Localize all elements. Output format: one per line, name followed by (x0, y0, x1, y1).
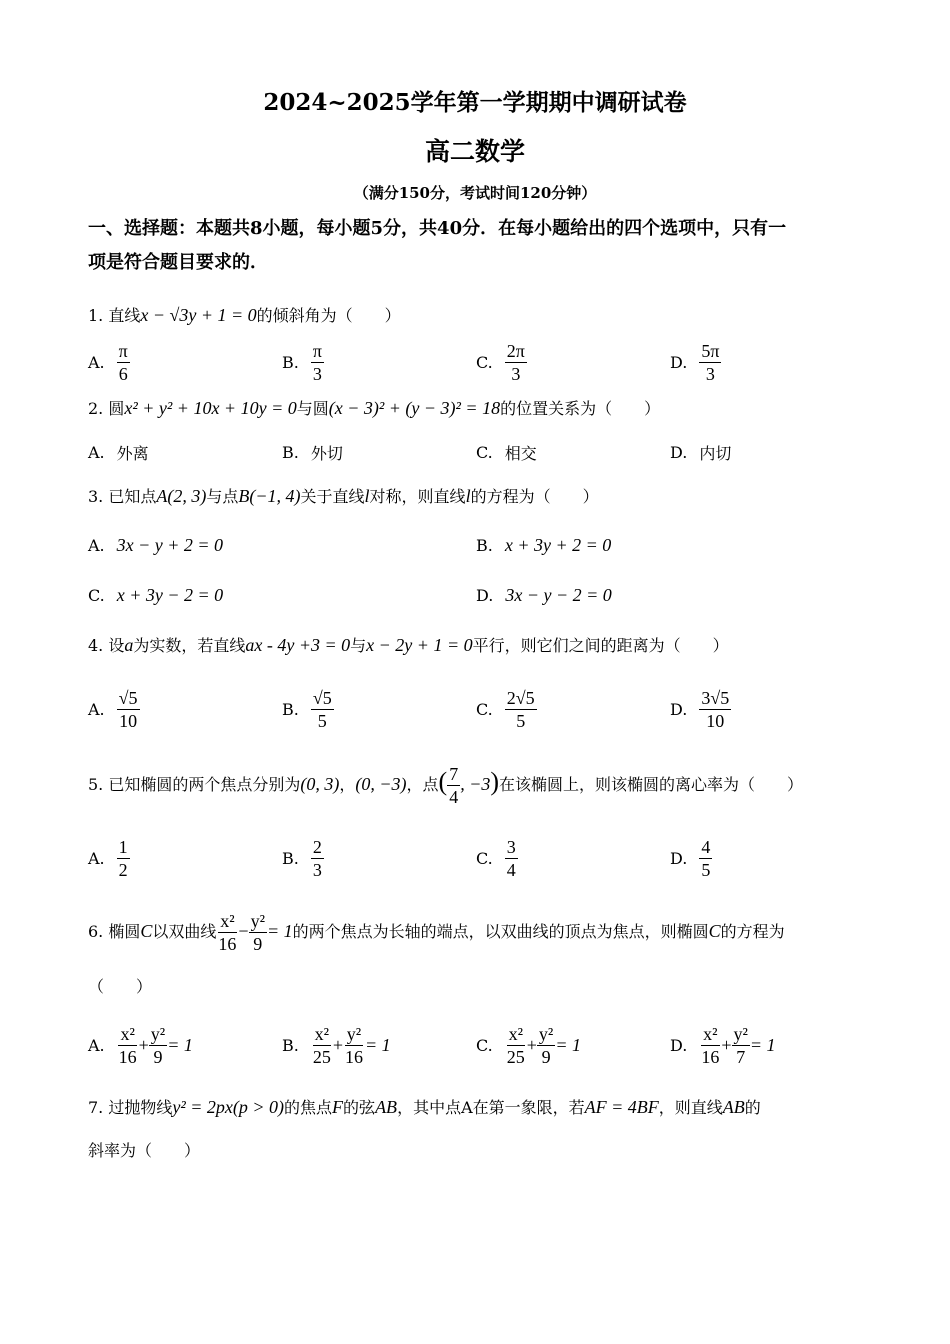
fraction (699, 836, 712, 881)
question-text: 在该椭圆上，则该椭圆的离心率为（ ） (499, 775, 804, 794)
math-expr: AF = 4BF (584, 1097, 659, 1117)
numerator: x² (120, 1023, 135, 1044)
option-label: D. (670, 442, 688, 462)
fraction (505, 836, 518, 881)
fraction (732, 1023, 750, 1068)
numerator: 4 (701, 836, 711, 857)
fraction (117, 687, 140, 732)
denominator: 10 (706, 710, 725, 731)
question-7-line-2: 斜率为（ ） (88, 1141, 201, 1160)
option-a (88, 337, 130, 387)
option-label: B. (282, 699, 299, 719)
numerator: x² (314, 1023, 330, 1044)
options-4 (88, 684, 868, 734)
option-text: 内切 (699, 443, 732, 463)
question-6-line-2: （ ） (88, 977, 153, 996)
option-c (476, 427, 537, 477)
option-label: A. (88, 699, 105, 719)
fraction (311, 687, 334, 732)
option-text: 外离 (116, 443, 149, 463)
math-expr: (0, −3) (355, 774, 407, 794)
option-c (476, 337, 527, 387)
numerator: y² (346, 1023, 362, 1044)
numerator: 7 (449, 764, 459, 784)
numerator: y² (733, 1023, 748, 1044)
option-label: D. (670, 699, 688, 719)
question-number: 5. (88, 775, 104, 794)
question-text: 与点 (206, 487, 239, 506)
question-text: ，其中点A在第一象限，若 (397, 1098, 585, 1117)
option-b (476, 520, 611, 570)
option-c (88, 570, 223, 620)
fraction (537, 1023, 555, 1068)
denominator: 4 (506, 859, 516, 880)
denominator: 3 (312, 859, 322, 880)
math-expr: (x − 3)² + (y − 3)² = 18 (328, 398, 501, 418)
question-text: 与 (350, 636, 367, 655)
numerator: 2√5 (506, 687, 535, 708)
fraction (149, 1023, 167, 1068)
option-text: 外切 (310, 443, 343, 463)
plus-sign: + (721, 1034, 732, 1055)
math-expr: F (332, 1097, 344, 1117)
question-text: 的位置关系为（ ） (500, 399, 661, 418)
question-number: 2. (88, 399, 104, 418)
equals-one: = 1 (365, 1034, 391, 1055)
question-number: 3. (88, 487, 104, 506)
question-text: 为实数，若直线 (133, 636, 246, 655)
option-d (670, 427, 731, 477)
fraction (505, 340, 527, 385)
option-label: D. (476, 585, 494, 605)
option-label: A. (88, 442, 105, 462)
question-text: 以双曲线 (152, 922, 217, 941)
option-label: D. (670, 1035, 688, 1055)
denominator: 25 (506, 1046, 525, 1067)
question-number: 7. (88, 1098, 104, 1117)
denominator: 25 (312, 1046, 331, 1067)
question-text: 平行，则它们之间的距离为（ ） (472, 636, 729, 655)
option-label: A. (88, 1035, 105, 1055)
question-3 (88, 483, 858, 510)
question-text: 关于直线 (300, 487, 365, 506)
option-label: B. (282, 848, 299, 868)
numerator: √5 (118, 687, 138, 708)
question-text: 的弦 (343, 1098, 376, 1117)
plus-sign: + (138, 1034, 149, 1055)
math-expr: C (140, 921, 153, 941)
math-expr: y² = 2px(p > 0) (172, 1097, 285, 1117)
option-b (282, 684, 334, 734)
question-text: 已知点 (108, 487, 157, 506)
math-expr: ax - 4y +3 = 0 (245, 635, 351, 655)
option-text: 相交 (504, 443, 537, 463)
option-label: A. (88, 535, 105, 555)
numerator: 3 (506, 836, 516, 857)
fraction (117, 1023, 139, 1068)
numerator: 5π (701, 340, 720, 361)
option-d (670, 1020, 776, 1070)
option-label: C. (476, 699, 493, 719)
options-1 (88, 337, 868, 387)
left-paren: ( (438, 767, 448, 796)
fraction (699, 1023, 721, 1068)
math-expr: AB (375, 1097, 398, 1117)
numerator: y² (150, 1023, 166, 1044)
question-text: 圆 (108, 399, 125, 418)
options-6 (88, 1020, 868, 1070)
option-c (476, 1020, 581, 1070)
numerator: x² (220, 911, 235, 931)
question-text: 的 (744, 1098, 761, 1117)
option-label: D. (670, 848, 688, 868)
math-expr: a (124, 635, 134, 655)
denominator: 2 (118, 859, 128, 880)
section-heading (88, 212, 858, 280)
denominator: 5 (516, 710, 526, 731)
question-4 (88, 632, 858, 659)
plus-sign: + (526, 1034, 537, 1055)
right-paren: ) (490, 767, 500, 796)
fraction (343, 1023, 365, 1068)
option-b (282, 833, 324, 883)
math-expr: A(2, 3) (156, 486, 207, 506)
option-b (282, 1020, 391, 1070)
option-label: A. (88, 352, 105, 372)
options-5 (88, 833, 868, 883)
plus-sign: + (332, 1034, 343, 1055)
fraction (311, 340, 324, 385)
fraction (216, 910, 238, 955)
denominator: 16 (218, 934, 237, 954)
fraction (311, 836, 324, 881)
section-line-1: 一、选择题：本题共8小题，每小题5分，共40分．在每小题给出的四个选项中，只有一 (88, 218, 787, 239)
option-a (88, 427, 149, 477)
fraction (699, 340, 721, 385)
numerator: y² (538, 1023, 554, 1044)
question-text: 已知椭圆的两个焦点分别为 (108, 775, 301, 794)
denominator: 3 (312, 363, 322, 384)
option-d (670, 833, 712, 883)
option-a (88, 1020, 193, 1070)
option-math: 3x − y + 2 = 0 (116, 534, 224, 555)
question-6 (88, 907, 858, 956)
fraction (699, 687, 731, 732)
fraction (117, 836, 130, 881)
question-number: 4. (88, 636, 104, 655)
question-text: 的方程为（ ） (470, 487, 599, 506)
denominator: 16 (701, 1046, 720, 1067)
options-2 (88, 427, 868, 477)
option-b (282, 337, 324, 387)
math-expr: x − √3y + 1 = 0 (140, 305, 257, 325)
option-label: D. (670, 352, 688, 372)
exam-note: （满分150分，考试时间120分钟） (353, 184, 597, 202)
question-text: ， (339, 775, 356, 794)
numerator: 1 (118, 836, 128, 857)
option-label: B. (282, 442, 299, 462)
denominator: 5 (701, 859, 711, 880)
option-a (88, 684, 140, 734)
denominator: 6 (118, 363, 128, 384)
question-text: 设 (108, 636, 125, 655)
question-2 (88, 395, 858, 422)
denominator: 5 (317, 710, 327, 731)
denominator: 7 (736, 1046, 746, 1067)
equals-one: = 1 (749, 1034, 776, 1055)
option-label: C. (88, 585, 105, 605)
question-text: 与圆 (296, 399, 329, 418)
question-text: 直线 (108, 306, 141, 325)
option-label: B. (282, 352, 299, 372)
section-line-2: 项是符合题目要求的． (88, 252, 268, 273)
denominator: 9 (153, 1046, 163, 1067)
exam-title: 2024~2025学年第一学期期中调研试卷 (263, 89, 687, 116)
option-math: 3x − y − 2 = 0 (505, 584, 612, 605)
question-5 (88, 758, 858, 809)
numerator: y² (250, 911, 265, 931)
denominator: 9 (253, 934, 263, 954)
fraction (505, 687, 537, 732)
math-expr: (0, 3) (300, 774, 340, 794)
question-text: 的两个焦点为长轴的端点，以双曲线的顶点为焦点，则椭圆 (292, 922, 709, 941)
math-expr: l (465, 486, 471, 506)
equals-one: = 1 (167, 1034, 193, 1055)
option-label: B. (476, 535, 493, 555)
numerator: x² (508, 1023, 523, 1044)
numerator: x² (703, 1023, 718, 1044)
question-text: 的焦点 (284, 1098, 333, 1117)
question-text: ，则直线 (658, 1098, 723, 1117)
option-b (282, 427, 343, 477)
fraction (249, 910, 267, 955)
option-math: x + 3y − 2 = 0 (116, 584, 224, 605)
denominator: 16 (118, 1046, 137, 1067)
option-c (476, 833, 518, 883)
numerator: 3√5 (701, 687, 730, 708)
fraction (311, 1023, 333, 1068)
question-text: 对称，则直线 (369, 487, 466, 506)
option-d (476, 570, 612, 620)
fraction (447, 763, 460, 808)
question-text: ，点 (406, 775, 439, 794)
math-expr: x − 2y + 1 = 0 (366, 635, 473, 655)
question-text: 的倾斜角为（ ） (256, 306, 401, 325)
option-math: x + 3y + 2 = 0 (504, 534, 612, 555)
numerator: 2 (312, 836, 322, 857)
question-text: 过抛物线 (108, 1098, 173, 1117)
numerator: π (312, 340, 322, 361)
numerator: 2π (506, 340, 525, 361)
option-d (670, 684, 731, 734)
options-3-row-1 (88, 520, 868, 570)
denominator: 10 (119, 710, 138, 731)
option-a (88, 520, 223, 570)
question-text: 的方程为 (720, 922, 785, 941)
option-label: C. (476, 848, 493, 868)
option-label: C. (476, 442, 493, 462)
math-expr: AB (722, 1097, 745, 1117)
options-3-row-2 (88, 570, 868, 620)
question-text: 椭圆 (108, 922, 141, 941)
math-expr: l (364, 486, 370, 506)
option-label: C. (476, 1035, 493, 1055)
math-expr: , −3 (460, 774, 491, 794)
denominator: 9 (541, 1046, 551, 1067)
numerator: √5 (312, 687, 332, 708)
fraction (505, 1023, 527, 1068)
option-a (88, 833, 130, 883)
math-expr: C (708, 921, 721, 941)
option-d (670, 337, 721, 387)
fraction (117, 340, 130, 385)
question-number: 1. (88, 306, 104, 325)
option-label: A. (88, 848, 105, 868)
option-c (476, 684, 537, 734)
numerator: π (118, 340, 128, 361)
denominator: 4 (449, 787, 459, 807)
math-expr: B(−1, 4) (238, 486, 301, 506)
question-7 (88, 1094, 858, 1121)
math-expr: x² + y² + 10x + 10y = 0 (124, 398, 297, 418)
option-label: C. (476, 352, 493, 372)
denominator: 3 (705, 363, 715, 384)
question-number: 6. (88, 922, 104, 941)
denominator: 3 (511, 363, 521, 384)
question-1 (88, 302, 858, 329)
math-expr: = 1 (266, 921, 293, 941)
minus-sign: − (238, 921, 249, 941)
subject-title: 高二数学 (424, 137, 525, 166)
denominator: 16 (345, 1046, 363, 1067)
equals-one: = 1 (555, 1034, 581, 1055)
option-label: B. (282, 1035, 299, 1055)
